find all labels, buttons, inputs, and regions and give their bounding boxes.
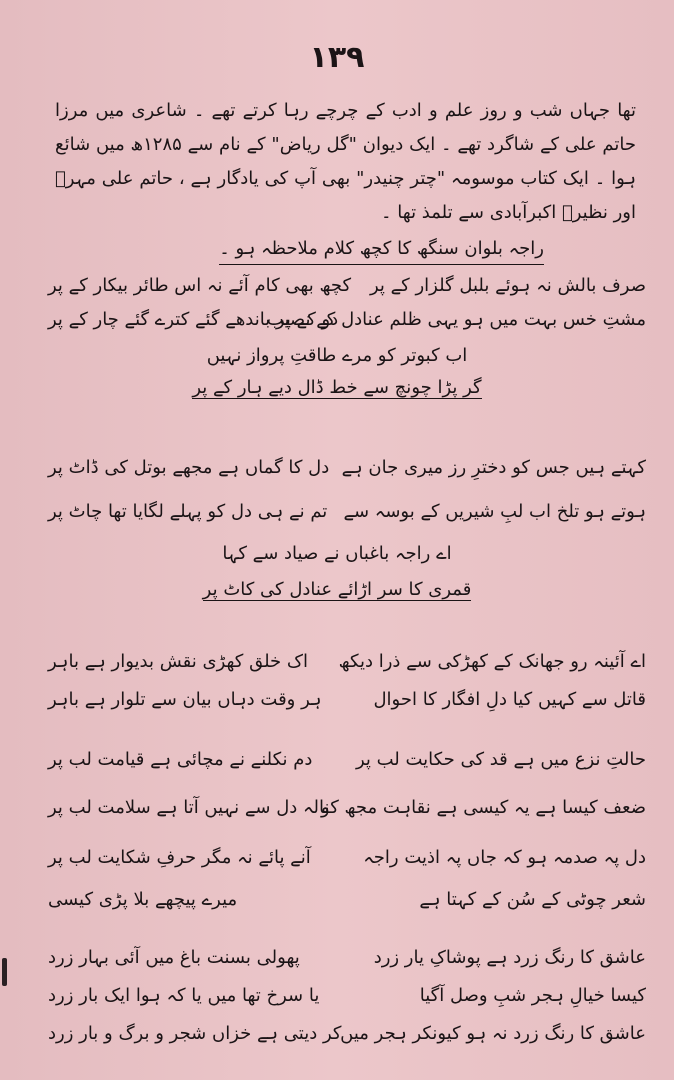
poem4-couplet-3 <box>48 842 646 874</box>
misra-1: عاشق کا رنگ زرد ہے پوشاکِ یار زرد <box>373 947 646 968</box>
misra-2: کچھ بھی کام آئے نہ اس طائر بیکار کے پر <box>48 275 352 296</box>
poem6-couplet-1 <box>48 942 646 974</box>
misra-2: ہر وقت دہاں بیان سے تلوار ہے باہر <box>48 689 322 710</box>
misra-1: دل پہ صدمہ ہو کہ جاں پہ اذیت راجہ <box>363 847 646 868</box>
misra-1: کیسا خیالِ ہجر شبِ وصل آگیا <box>419 985 646 1006</box>
misra-1: صرف بالش نہ ہوئے بلبل گلزار کے پر <box>369 275 646 296</box>
poem1-couplet-1 <box>48 270 646 302</box>
misra-2: دو کے پر باندھے گئے کترے گئے چار کے پر <box>48 309 339 330</box>
misra-1: کہتے ہیں جس کو دخترِ رز میری جان ہے <box>341 457 646 478</box>
page-number: ۱۳۹ <box>309 40 365 75</box>
poem1-closing-2 <box>0 372 674 404</box>
misra-2: نالہ دل سے نہیں آتا ہے سلامت لب پر <box>48 797 330 818</box>
misra-1: ضعف کیسا ہے یہ کیسی ہے نقاہت مجھ کو <box>320 797 646 818</box>
intro-paragraph-block <box>55 94 636 230</box>
poem2-couplet-2 <box>48 496 646 528</box>
misra-1: مشتِ خس بہت میں ہو یہی ظلم عنادل کے نصیب <box>266 309 646 330</box>
misra-2: تم نے ہی دل کو پہلے لگایا تھا چاٹ پر <box>48 501 328 522</box>
poem1-closing-2-text: گر پڑا چونچ سے خط ڈال دیے ہار کے پر <box>192 377 482 398</box>
misra-1: قاتل سے کہیں کیا دلِ افگار کا احوال <box>373 689 646 710</box>
poem2-couplet-1 <box>48 452 646 484</box>
poem4-couplet-1 <box>48 744 646 776</box>
poem2-closing-2-text: قمری کا سر اڑائے عنادل کی کاٹ پر <box>202 579 472 600</box>
misra-1: حالتِ نزع میں ہے قد کی حکایت لب پر <box>355 749 646 770</box>
misra-2: اک خلق کھڑی نقش بدیوار ہے باہر <box>48 651 309 672</box>
poem6-couplet-3 <box>48 1018 646 1050</box>
poem2-closing-1: اے راجہ باغباں نے صیاد سے کہا <box>222 543 452 564</box>
misra-2: میرے پیچھے بلا پڑی کیسی <box>48 889 238 910</box>
poem3-couplet-2 <box>48 684 646 716</box>
edge-ink-mark <box>2 958 7 986</box>
poem5-couplet-1 <box>48 884 646 916</box>
poem3-couplet-1 <box>48 646 646 678</box>
poem2-closing-2 <box>0 574 674 606</box>
misra-1: ہوتے ہو تلخ اب لبِ شیریں کے بوسہ سے <box>343 501 646 522</box>
intro-paragraph: تھا جہاں شب و روز علم و ادب کے چرچے رہا کرتے تھے ۔ شاعری میں مرزا حاتم علی کے شاگرد تھے ۔ ایک دیوان "گل ریاض" کے نام سے ۱۲۸۵ھ میں شائع ہوا ۔ ایک کتاب موسومہ "چتر چنیدر" بھی آپ کی یادگار ہے ، حاتم علی مہرؔ اور نظیرؔ اکبرآبادی سے تلمذ تھا ۔ <box>55 100 636 223</box>
misra-2: کر دیتی ہے خزاں شجر و برگ و بار زرد <box>48 1023 342 1044</box>
poem1-couplet-2 <box>48 304 646 336</box>
misra-1: اے آئینہ رو جھانک کے کھڑکی سے ذرا دیکھ <box>338 651 646 672</box>
poem6-couplet-2 <box>48 980 646 1012</box>
poem1-closing-1: اب کبوتر کو مرے طاقتِ پرواز نہیں <box>206 345 468 366</box>
misra-2: آنے پائے نہ مگر حرفِ شکایت لب پر <box>48 847 311 868</box>
poem4-couplet-2 <box>48 792 646 824</box>
misra-2: دل کا گماں ہے مجھے بوتل کی ڈاٹ پر <box>48 457 330 478</box>
misra-1: شعر چوٹی کے سُن کے کہتا ہے <box>419 889 646 910</box>
misra-2: دم نکلنے نے مچائی ہے قیامت لب پر <box>48 749 313 770</box>
misra-1: عاشق کا رنگ زرد نہ ہو کیونکر ہجر میں <box>340 1023 646 1044</box>
misra-2: یا سرخ تھا میں یا کہ ہوا ایک بار زرد <box>48 985 320 1006</box>
section-heading: راجہ بلوان سنگھ کا کچھ کلام ملاحظہ ہو ۔ <box>219 234 544 265</box>
misra-2: پھولی بسنت باغ میں آئی بہار زرد <box>48 947 300 968</box>
